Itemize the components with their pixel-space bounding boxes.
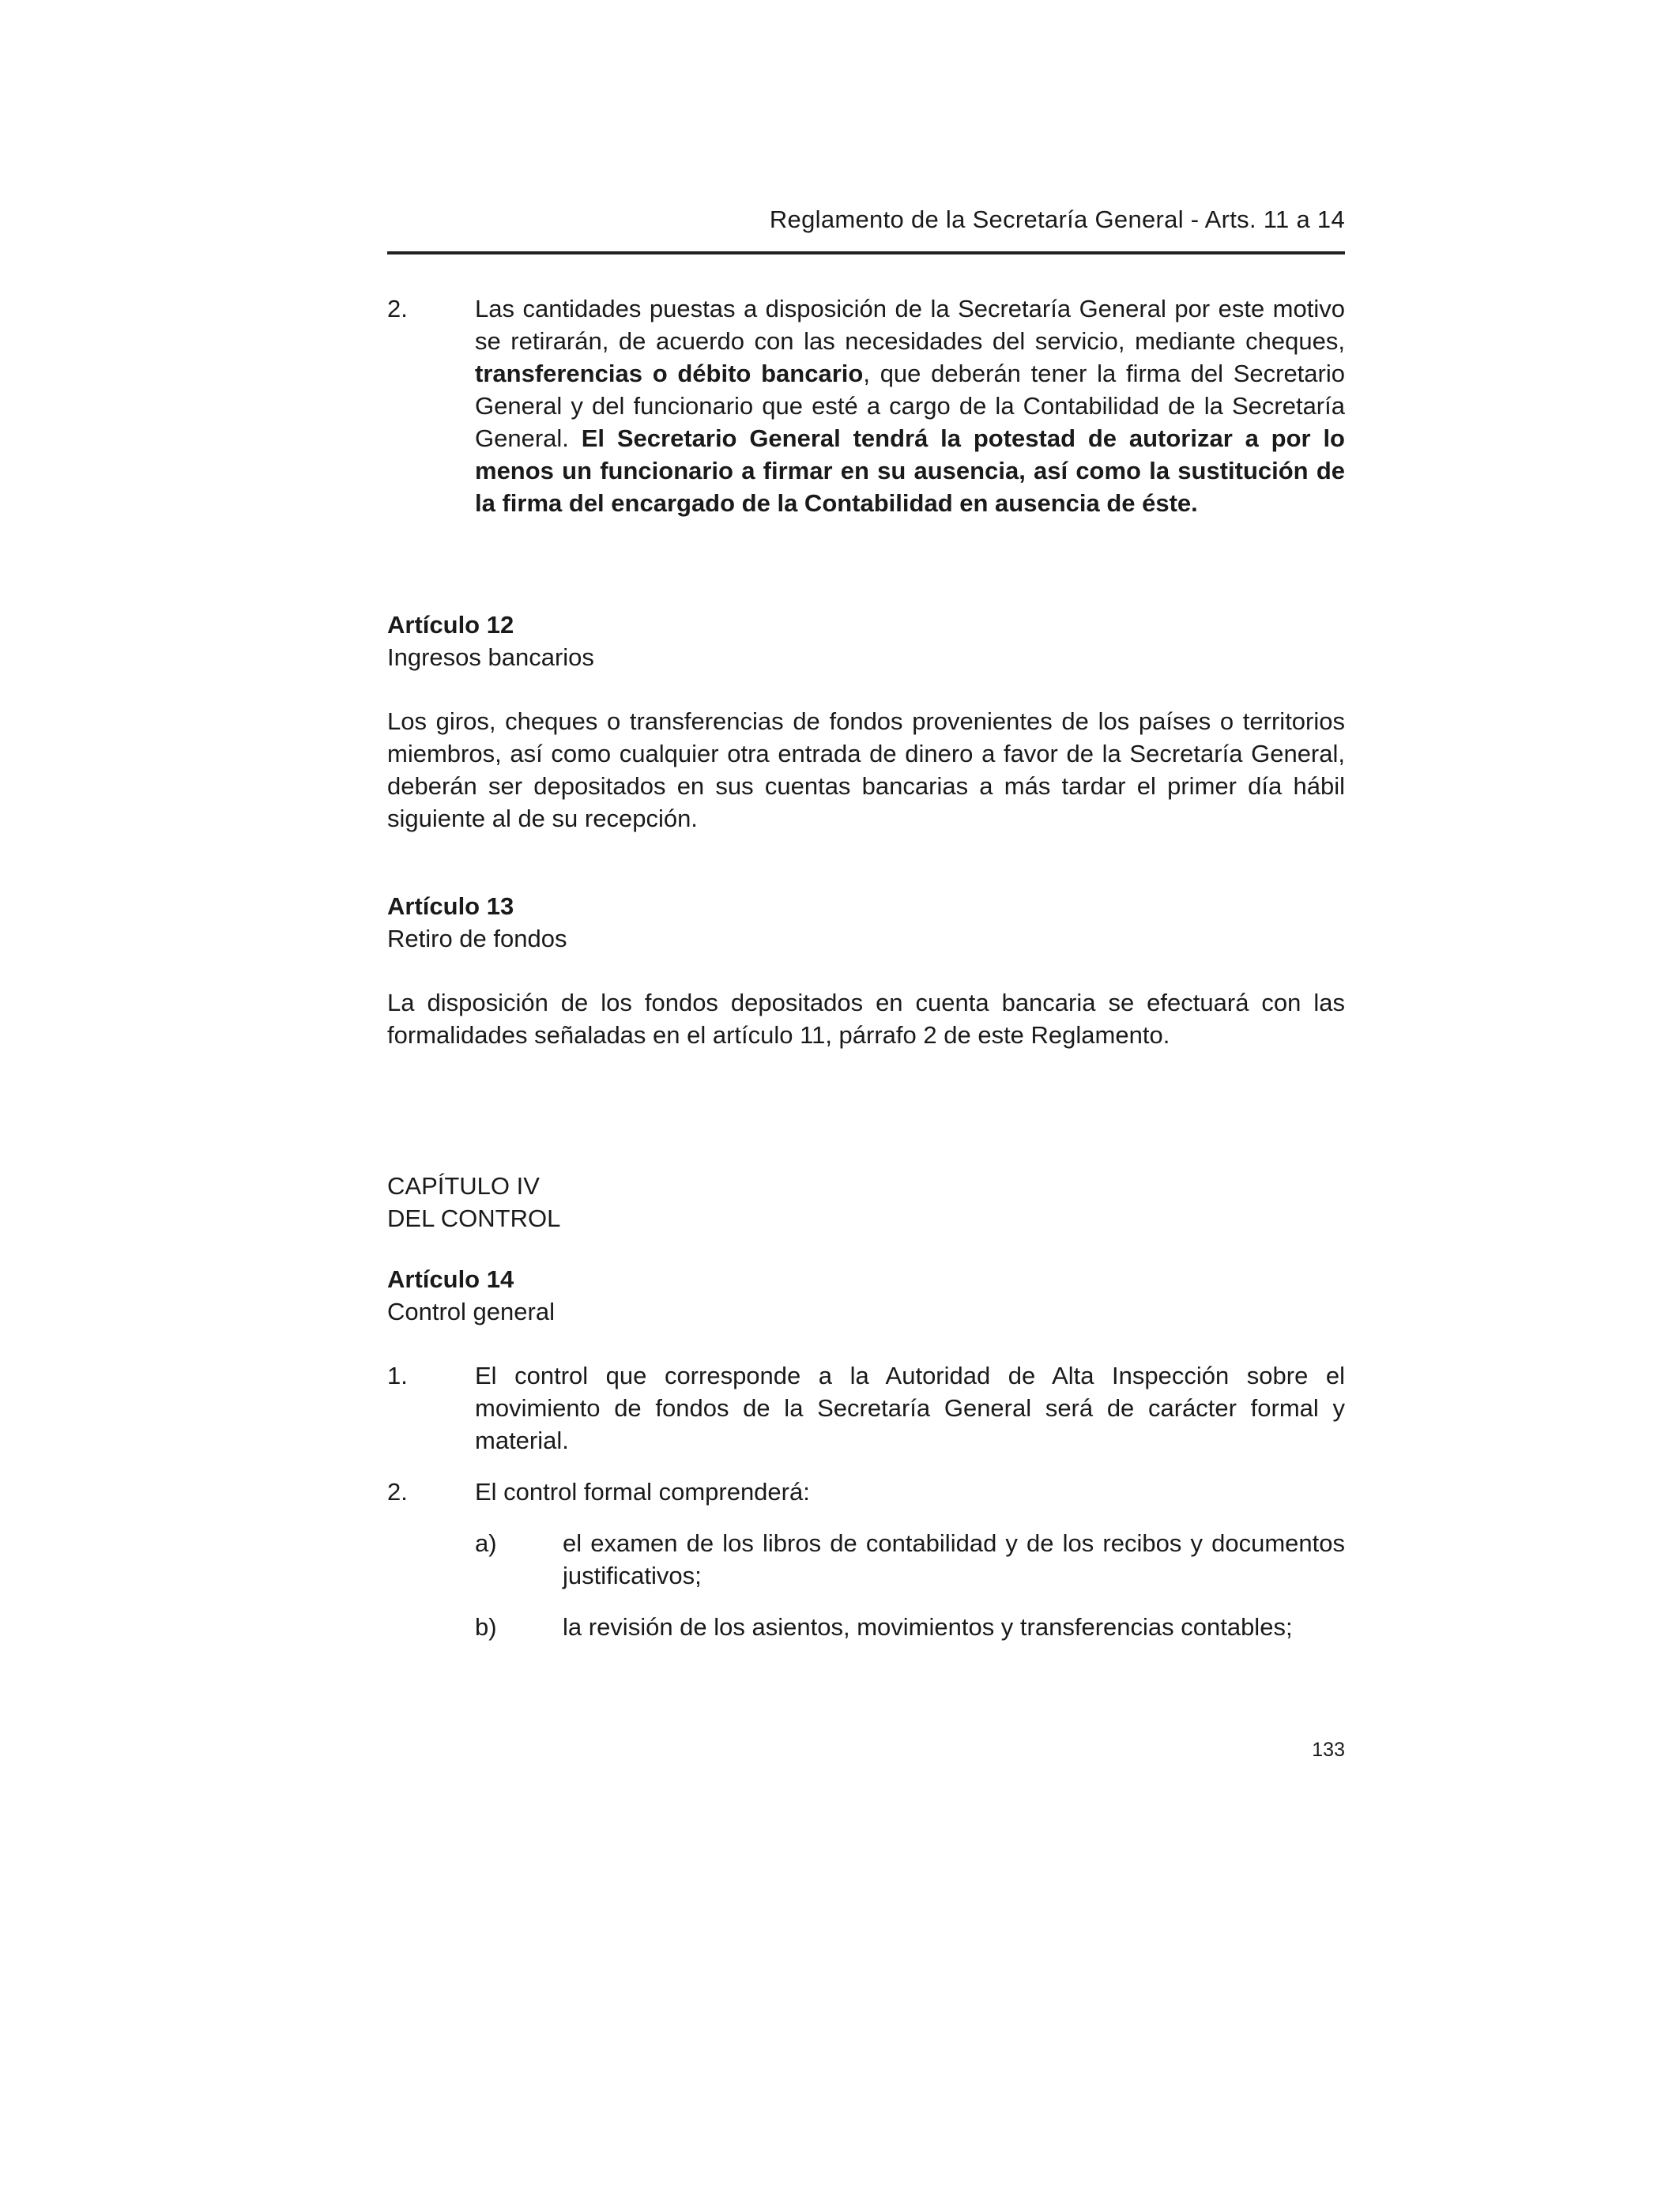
art14-paragraph-2	[387, 1476, 1345, 1508]
article-title: Artículo 14	[387, 1265, 514, 1293]
page-number: 133	[1312, 1739, 1345, 1761]
article-13	[387, 890, 1345, 1051]
article-14	[387, 1263, 1345, 1643]
paragraph-number: 2.	[387, 295, 408, 322]
list-item	[475, 1527, 1345, 1592]
article-body: La disposición de los fondos depositados en cuenta bancaria se efectuará con las formalidades señaladas en el artículo 11, párrafo 2 de este Reglamento.	[387, 989, 1345, 1049]
chapter-number: CAPÍTULO IV	[387, 1172, 540, 1200]
art14-paragraph-1	[387, 1359, 1345, 1457]
paragraph-text: El control formal comprenderá:	[475, 1478, 810, 1506]
paragraph-text-part: , que deberán tener la firma del Secretario General y del funcionario que esté a cargo de la Contabilidad de la Secretaría General.	[475, 360, 1345, 452]
list-item	[475, 1611, 1345, 1643]
list-item-text: la revisión de los asientos, movimientos y transferencias contables;	[563, 1613, 1293, 1641]
running-header: Reglamento de la Secretaría General - Arts. 11 a 14	[769, 205, 1345, 233]
art11-paragraph-2	[387, 292, 1345, 519]
article-body: Los giros, cheques o transferencias de fondos provenientes de los países o territorios miembros, así como cualquier otra entrada de dinero a favor de la Secretaría General, deberán ser depositados en sus cuentas bancarias a más tardar el primer día hábil siguiente al de su recepción.	[387, 707, 1345, 832]
list-item-letter: a)	[475, 1529, 497, 1557]
paragraph-text: El control que corresponde a la Autoridad de Alta Inspección sobre el movimiento de fondos de la Secretaría General será de carácter formal y material.	[475, 1362, 1345, 1454]
article-subtitle: Control general	[387, 1298, 555, 1325]
header-rule	[387, 251, 1345, 254]
list-item-text: el examen de los libros de contabilidad y de los recibos y documentos justificativos;	[563, 1529, 1345, 1589]
article-title: Artículo 12	[387, 611, 514, 639]
article-12	[387, 609, 1345, 835]
paragraph-text-part: Las cantidades puestas a disposición de la Secretaría General por este motivo se retirarán, de acuerdo con las necesidades del servicio, mediante cheques,	[475, 295, 1345, 355]
article-title: Artículo 13	[387, 892, 514, 920]
chapter-title: DEL CONTROL	[387, 1204, 561, 1232]
article-subtitle: Retiro de fondos	[387, 925, 567, 952]
paragraph-number: 2.	[387, 1478, 408, 1506]
paragraph-bold-part: El Secretario General tendrá la potestad de autorizar a por lo menos un funcionario a firmar en su ausencia, así como la sustitución de la firma del encargado de la Contabilidad en ausencia de éste.	[475, 424, 1345, 517]
paragraph-text	[475, 292, 1345, 519]
paragraph-bold-part: transferencias o débito bancario	[475, 360, 864, 387]
paragraph-number: 1.	[387, 1362, 408, 1389]
article-subtitle: Ingresos bancarios	[387, 643, 594, 671]
chapter-heading	[387, 1170, 1345, 1235]
list-item-letter: b)	[475, 1613, 497, 1641]
